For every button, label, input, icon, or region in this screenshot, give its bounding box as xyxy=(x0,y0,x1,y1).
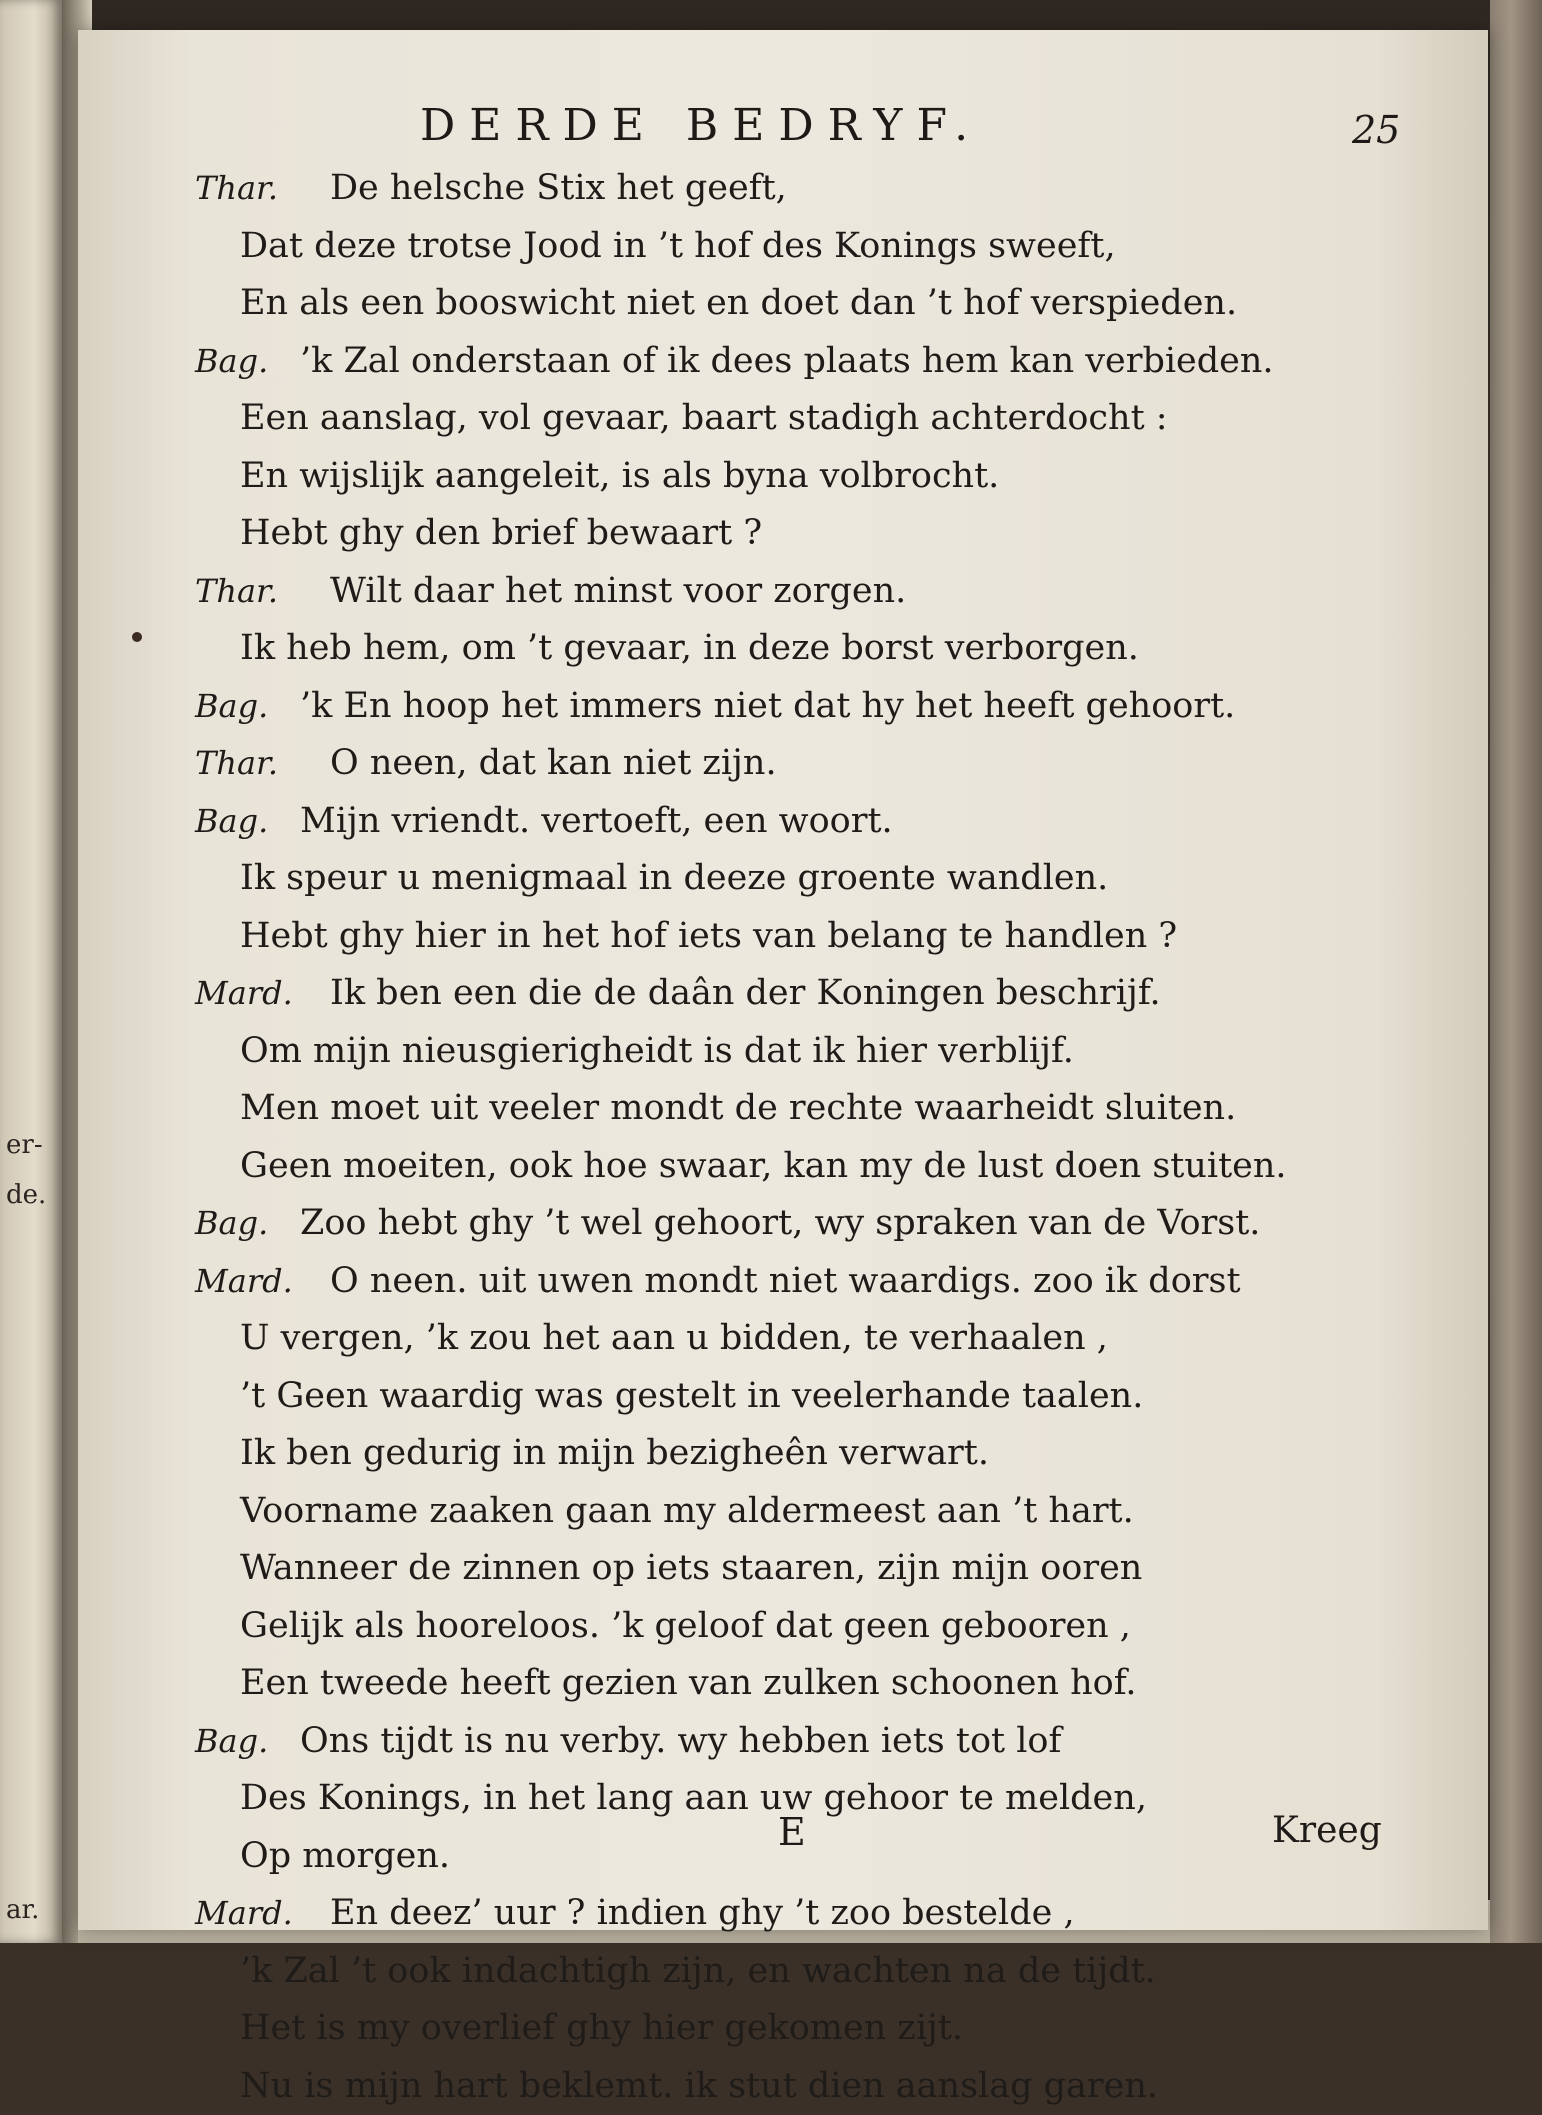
verse-text: Mijn vriendt. vertoeft, een woort. xyxy=(300,801,893,841)
left-margin-fragment: de. xyxy=(6,1180,46,1210)
verse-line xyxy=(195,1713,1425,1771)
verse-text: Voorname zaaken gaan my aldermeest aan ’t hart. xyxy=(240,1491,1134,1531)
speaker-label: Mard. xyxy=(195,965,330,1023)
verse-text: ’k Zal ’t ook indachtigh zijn, en wachten na de tijdt. xyxy=(240,1951,1156,1991)
verse-line xyxy=(195,1770,1425,1828)
verse-line xyxy=(195,1368,1425,1426)
verse-text-block xyxy=(195,160,1425,2115)
verse-text: Zoo hebt ghy ’t wel gehoort, wy spraken van de Vorst. xyxy=(300,1203,1260,1243)
verse-text: Dat deze trotse Jood in ’t hof des Konings sweeft, xyxy=(240,226,1116,266)
verse-line xyxy=(195,1425,1425,1483)
speaker-label: Thar. xyxy=(195,563,330,621)
left-margin-fragment: ar. xyxy=(6,1895,39,1925)
verse-text: Gelijk als hooreloos. ’k geloof dat geen gebooren , xyxy=(240,1606,1131,1646)
left-margin-fragment: er- xyxy=(6,1130,43,1160)
verse-line xyxy=(195,275,1425,333)
verse-line xyxy=(195,1253,1425,1311)
verse-line xyxy=(195,1195,1425,1253)
speaker-label: Mard. xyxy=(195,1253,330,1311)
verse-text: Geen moeiten, ook hoe swaar, kan my de lust doen stuiten. xyxy=(240,1146,1287,1186)
verse-text: O neen. uit uwen mondt niet waardigs. zoo ik dorst xyxy=(330,1261,1241,1301)
verse-text: ’k Zal onderstaan of ik dees plaats hem kan verbieden. xyxy=(300,341,1274,381)
facing-page-edge xyxy=(0,0,62,1943)
verse-line xyxy=(195,160,1425,218)
verse-line xyxy=(195,1080,1425,1138)
speaker-label: Bag. xyxy=(195,678,300,736)
verse-text: Des Konings, in het lang aan uw gehoor te melden, xyxy=(240,1778,1147,1818)
verse-text: Ons tijdt is nu verby. wy hebben iets tot lof xyxy=(300,1721,1061,1761)
catchword: Kreeg xyxy=(1272,1810,1382,1851)
verse-text: En als een booswicht niet en doet dan ’t hof verspieden. xyxy=(240,283,1237,323)
verse-line xyxy=(195,448,1425,506)
verse-text: ’k En hoop het immers niet dat hy het heeft gehoort. xyxy=(300,686,1235,726)
verse-text: Een aanslag, vol gevaar, baart stadigh achterdocht : xyxy=(240,398,1168,438)
verse-text: Een tweede heeft gezien van zulken schoonen hof. xyxy=(240,1663,1137,1703)
verse-line xyxy=(195,1828,1425,1886)
verse-line xyxy=(195,1483,1425,1541)
verse-line xyxy=(195,735,1425,793)
running-head: DERDE BEDRYF. xyxy=(420,100,982,151)
verse-text: Wanneer de zinnen op iets staaren, zijn mijn ooren xyxy=(240,1548,1142,1588)
verse-line xyxy=(195,850,1425,908)
speaker-label: Bag. xyxy=(195,1713,300,1771)
speaker-label: Bag. xyxy=(195,333,300,391)
verse-line xyxy=(195,2058,1425,2115)
verse-line xyxy=(195,1943,1425,2001)
verse-text: ’t Geen waardig was gestelt in veelerhande taalen. xyxy=(240,1376,1143,1416)
verse-line xyxy=(195,505,1425,563)
verse-text: De helsche Stix het geeft, xyxy=(330,168,787,208)
verse-text: Hebt ghy hier in het hof iets van belang te handlen ? xyxy=(240,916,1177,956)
verse-line xyxy=(195,793,1425,851)
verse-line xyxy=(195,1310,1425,1368)
verse-text: Ik speur u menigmaal in deeze groente wandlen. xyxy=(240,858,1108,898)
verse-text: Men moet uit veeler mondt de rechte waarheidt sluiten. xyxy=(240,1088,1236,1128)
verse-line xyxy=(195,1023,1425,1081)
ink-dot-mark xyxy=(132,632,142,642)
speaker-label: Thar. xyxy=(195,735,330,793)
book-cover-edge xyxy=(1490,0,1542,1943)
page-number: 25 xyxy=(1352,108,1400,152)
verse-line xyxy=(195,563,1425,621)
verse-line xyxy=(195,620,1425,678)
speaker-label: Bag. xyxy=(195,1195,300,1253)
verse-text: En deez’ uur ? indien ghy ’t zoo bestelde , xyxy=(330,1893,1075,1933)
verse-line xyxy=(195,1885,1425,1943)
speaker-label: Bag. xyxy=(195,793,300,851)
speaker-label: Mard. xyxy=(195,1885,330,1943)
verse-line xyxy=(195,2000,1425,2058)
verse-line xyxy=(195,390,1425,448)
verse-line xyxy=(195,1540,1425,1598)
verse-line xyxy=(195,1655,1425,1713)
verse-text: Het is my overlief ghy hier gekomen zijt. xyxy=(240,2008,963,2048)
verse-text: Om mijn nieusgierigheidt is dat ik hier verblijf. xyxy=(240,1031,1074,1071)
speaker-label: Thar. xyxy=(195,160,330,218)
verse-text: En wijslijk aangeleit, is als byna volbrocht. xyxy=(240,456,999,496)
verse-line xyxy=(195,678,1425,736)
verse-text: Ik heb hem, om ’t gevaar, in deze borst verborgen. xyxy=(240,628,1139,668)
verse-text: U vergen, ’k zou het aan u bidden, te verhaalen , xyxy=(240,1318,1108,1358)
verse-line xyxy=(195,218,1425,276)
signature-mark: E xyxy=(778,1810,806,1854)
verse-line xyxy=(195,1138,1425,1196)
verse-text: Wilt daar het minst voor zorgen. xyxy=(330,571,906,611)
verse-line xyxy=(195,965,1425,1023)
verse-line xyxy=(195,908,1425,966)
verse-text: Hebt ghy den brief bewaart ? xyxy=(240,513,762,553)
verse-text: Op morgen. xyxy=(240,1836,450,1876)
verse-text: Ik ben een die de daân der Koningen beschrijf. xyxy=(330,973,1161,1013)
verse-text: Nu is mijn hart beklemt. ik stut dien aanslag garen. xyxy=(240,2066,1158,2106)
verse-line xyxy=(195,1598,1425,1656)
verse-text: O neen, dat kan niet zijn. xyxy=(330,743,777,783)
verse-text: Ik ben gedurig in mijn bezigheên verwart. xyxy=(240,1433,989,1473)
verse-line xyxy=(195,333,1425,391)
